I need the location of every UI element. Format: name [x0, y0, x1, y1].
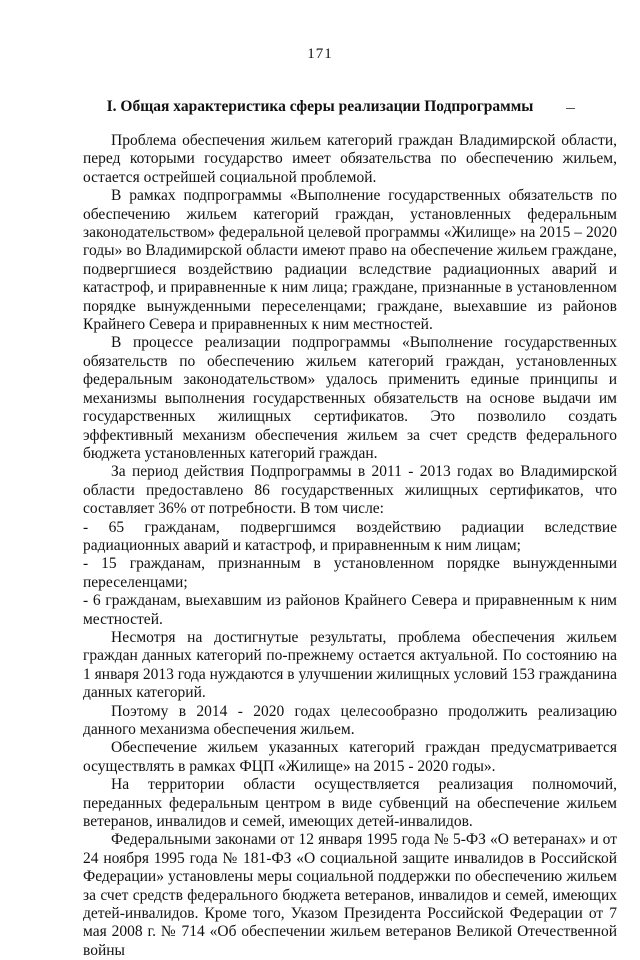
page-number: 171 [307, 46, 333, 62]
list-item: - 6 гражданам, выехавшим из районов Крайнего Севера и приравненным к ним местностей. [83, 592, 617, 628]
section-heading: I. Общая характеристика сферы реализации Подпрограммы [106, 98, 534, 115]
paragraph: Обеспечение жильем указанных категорий граждан предусматривается осуществлять в рамках ФЦП «Жилище» на 2015 - 2020 годы». [83, 739, 617, 775]
list-item: - 65 гражданам, подвергшимся воздействию радиации вследствие радиационных аварий и катастроф, и приравненным к ним лицам; [83, 518, 617, 554]
paragraph: Несмотря на достигнутые результаты, проблема обеспечения жильем граждан данных категорий по-прежнему остается актуальной. По состоянию на 1 января 2013 года нуждаются в улучшении жилищных условий 153 гражданина данных категорий. [83, 628, 617, 702]
body-text [83, 132, 617, 960]
paragraph: За период действия Подпрограммы в 2011 - 2013 годах во Владимирской области предоставлено 86 государственных жилищных сертификатов, что составляет 36% от потребности. В том числе: [83, 463, 617, 518]
paragraph: В рамках подпрограммы «Выполнение государственных обязательств по обеспечению жильем категорий граждан, установленных федеральным законодательством» федеральной целевой программы «Жилище» на 2015 – 2020 годы» во Владимирской области имеют право на обеспечение жильем граждане, подвергшиеся воздействию радиации вследствие радиационных аварий и катастроф, и приравненные к ним лица; граждане, признанные в установленном порядке вынужденными переселенцами; граждане, выехавшие из районов Крайнего Севера и приравненных к ним местностей. [83, 187, 617, 334]
paragraph: Проблема обеспечения жильем категорий граждан Владимирской области, перед которыми государство имеет обязательства по обеспечению жильем, остается острейшей социальной проблемой. [83, 132, 617, 186]
list-item: - 15 гражданам, признанным в установленном порядке вынужденными переселенцами; [83, 555, 617, 591]
paragraph: На территории области осуществляется реализация полномочий, переданных федеральным центром в виде субвенций на обеспечение жильем ветеранов, инвалидов и семей, имеющих детей-инвалидов. [83, 776, 617, 831]
scan-mark [566, 108, 575, 109]
paragraph: Федеральными законами от 12 января 1995 года № 5-ФЗ «О ветеранах» и от 24 ноября 1995 года № 181-ФЗ «О социальной защите инвалидов в Российской Федерации» установлены меры социальной поддержки по обеспечению жильем за счет средств федерального бюджета ветеранов, инвалидов и семей, имеющих детей-инвалидов. Кроме того, Указом Президента Российской Федерации от 7 мая 2008 г. № 714 «Об обеспечении жильем ветеранов Великой Отечественной войны [83, 831, 617, 959]
paragraph: В процессе реализации подпрограммы «Выполнение государственных обязательств по обеспечению жильем категорий граждан, установленных федеральным законодательством» удалось применить единые принципы и механизмы выполнения государственных обязательств на основе выдачи им государственных жилищных сертификатов. Это позволило создать эффективный механизм обеспечения жильем за счет средств федерального бюджета установленных категорий граждан. [83, 334, 617, 462]
paragraph: Поэтому в 2014 - 2020 годах целесообразно продолжить реализацию данного механизма обеспечения жильем. [83, 702, 617, 738]
